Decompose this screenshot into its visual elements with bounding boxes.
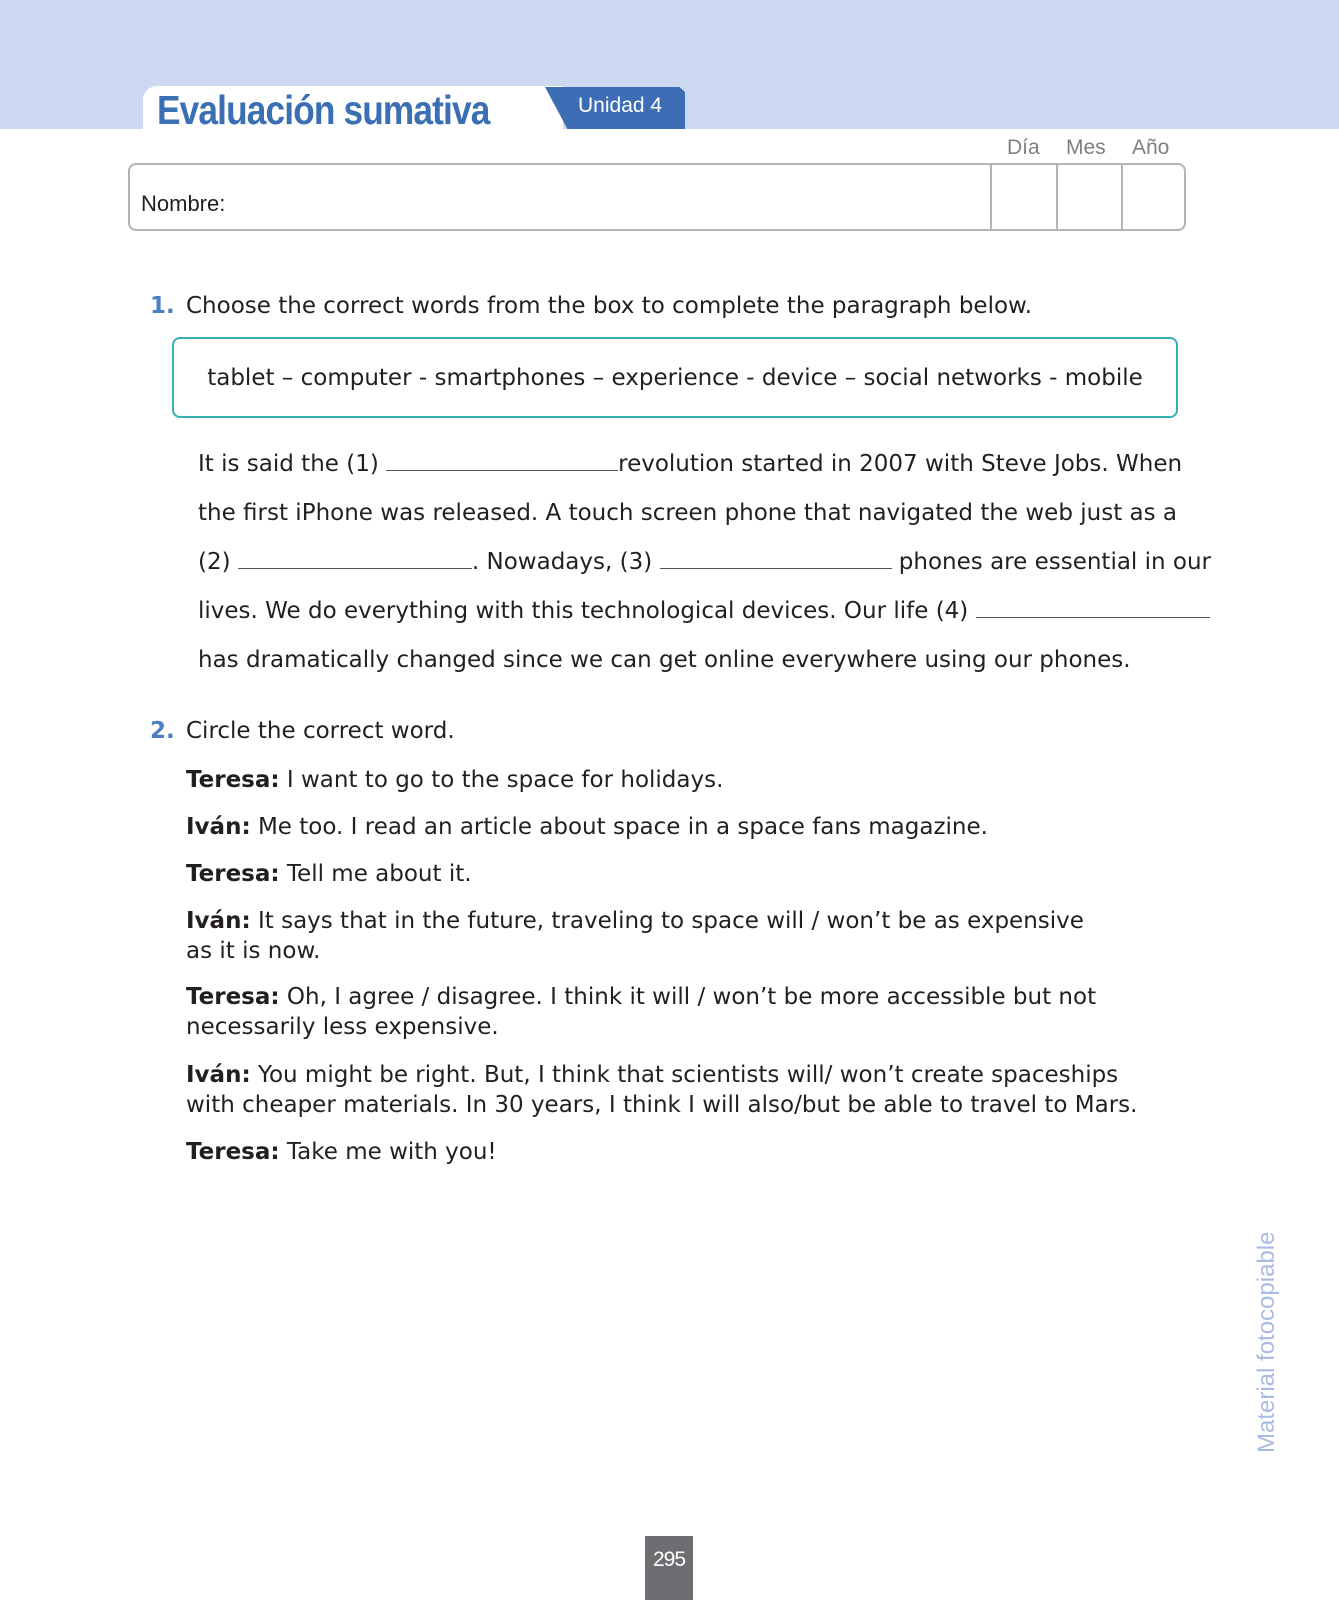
question-2-number: 2.: [150, 718, 175, 744]
dialogue-text: Me too. I read an article about space in a space fans magazine.: [250, 814, 988, 840]
dialogue-line: [186, 859, 1196, 889]
date-divider: [990, 163, 992, 231]
name-label: Nombre:: [141, 191, 226, 216]
paragraph-text: lives. We do everything with this technological devices. Our life (4): [198, 598, 976, 624]
speaker-name: Teresa:: [186, 767, 280, 793]
word-list: tablet – computer - smartphones – experience - device – social networks - mobile: [207, 365, 1143, 391]
speaker-name: Iván:: [186, 814, 251, 840]
dialogue-line: [186, 1137, 1196, 1167]
date-divider: [1056, 163, 1058, 231]
speaker-name: Teresa:: [186, 1139, 280, 1165]
dialogue-line: [186, 1060, 1166, 1120]
paragraph-line: [198, 549, 1211, 575]
paragraph-line: [198, 451, 1182, 477]
unit-label: Unidad 4: [578, 94, 663, 117]
paragraph-text: phones are essential in our: [891, 549, 1212, 575]
month-label: Mes: [1066, 136, 1106, 159]
day-label: Día: [1007, 136, 1040, 159]
paragraph-text: It is said the (1): [198, 451, 387, 477]
side-label: Material fotocopiable: [1253, 1231, 1280, 1453]
paragraph-text: (2): [198, 549, 238, 575]
paragraph-text: revolution started in 2007 with Steve Jobs. When: [618, 451, 1183, 477]
paragraph-line: the first iPhone was released. A touch screen phone that navigated the web just as a: [198, 500, 1178, 526]
page-title: Evaluación sumativa: [157, 87, 490, 133]
answer-blank-4[interactable]: [976, 616, 1210, 618]
speaker-name: Iván:: [186, 1062, 251, 1088]
speaker-name: Iván:: [186, 908, 251, 934]
dialogue-text: Tell me about it.: [279, 861, 472, 887]
dialogue-text: It says that in the future, traveling to space will / won’t be as expensive as it is now.: [186, 908, 1084, 964]
dialogue-line: [186, 982, 1196, 1042]
speaker-name: Teresa:: [186, 861, 280, 887]
answer-blank-1[interactable]: [386, 469, 618, 471]
year-label: Año: [1132, 136, 1170, 159]
dialogue-text: You might be right. But, I think that scientists will/ won’t create spaceships with cheaper materials. In 30 years, I think I will also/but be able to travel to Mars.: [186, 1062, 1138, 1118]
paragraph-line: has dramatically changed since we can get online everywhere using our phones.: [198, 647, 1131, 673]
name-field[interactable]: [128, 163, 1186, 231]
page-number: 295: [652, 1548, 686, 1571]
dialogue-line: [186, 906, 1116, 966]
date-divider: [1121, 163, 1123, 231]
answer-blank-2[interactable]: [238, 567, 472, 569]
question-1-instruction: Choose the correct words from the box to complete the paragraph below.: [186, 293, 1033, 319]
dialogue-text: Oh, I agree / disagree. I think it will / won’t be more accessible but not necessarily less expensive.: [186, 984, 1097, 1040]
dialogue-line: [186, 765, 1196, 795]
answer-blank-3[interactable]: [660, 567, 892, 569]
paragraph-text: . Nowadays, (3): [471, 549, 660, 575]
question-1-number: 1.: [150, 293, 175, 319]
dialogue-text: Take me with you!: [279, 1139, 497, 1165]
dialogue-text: I want to go to the space for holidays.: [279, 767, 724, 793]
question-2-instruction: Circle the correct word.: [186, 718, 455, 744]
paragraph-line: [198, 598, 1210, 624]
dialogue-line: [186, 812, 1196, 842]
speaker-name: Teresa:: [186, 984, 280, 1010]
